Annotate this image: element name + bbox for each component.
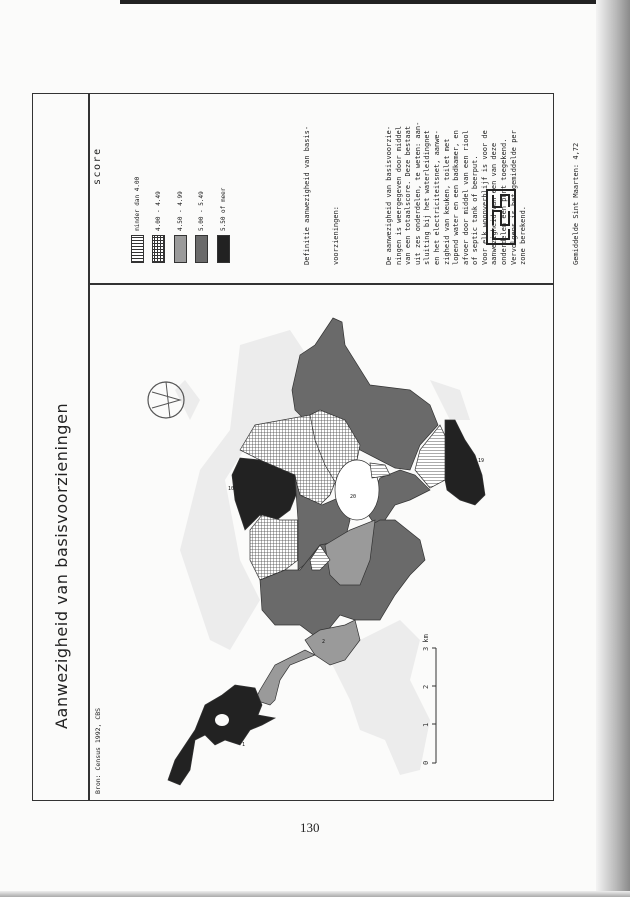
text-line: en het electriciteitsnet, aanwe- [432, 130, 441, 265]
zone-1 [168, 685, 275, 785]
text-line: De aanwezigheid van basisvoorzie- [384, 125, 393, 265]
zone-label: 19 [478, 458, 485, 464]
average-score: Gemiddelde Sint Maarten: 4,72 [572, 142, 581, 265]
scale-label: 0 [422, 760, 430, 765]
legend-label: 5.50 of meer [219, 187, 227, 231]
text-line: zigheid van keuken, toilet met [442, 138, 451, 265]
legend-heading: score [92, 147, 103, 185]
map-title: Aanwezigheid van basisvoorzieningen [52, 402, 71, 729]
legend-label: minder dan 4.00 [133, 176, 141, 231]
zone-label: 2 [322, 639, 326, 645]
legend-label: 5.00 - 5.49 [197, 191, 205, 231]
text-line: sluiting bij het waterleidingnet [423, 130, 432, 265]
scale-label: 2 [422, 684, 430, 689]
zone [255, 650, 315, 705]
text-line: ningen is weergegeven door middel [394, 125, 403, 265]
text-line: afvoer door middel van een riool [461, 130, 470, 265]
text-line: aanwezigheid van een van deze [490, 142, 499, 265]
scale-label: 3 km [422, 634, 430, 651]
text-line: lopend water en een badkamer, en [452, 130, 461, 265]
text-line: zone berekend. [519, 205, 528, 265]
page-number: 130 [300, 820, 320, 835]
source-band [88, 283, 118, 802]
scale-label: 1 [422, 722, 430, 727]
zone-label: 20 [350, 494, 357, 500]
map-hole [215, 714, 229, 726]
text-line: onderdelen een punt toegekend. [500, 138, 509, 265]
text-line: van een totaalscore. Deze bestaat [404, 125, 413, 265]
text-line: of septic tank of beerput. [471, 155, 480, 265]
text-line: Definitie aanwezigheid van basis- [303, 125, 312, 265]
legend-label: 4.50 - 4.99 [176, 191, 184, 231]
north-arrow-pointer [152, 382, 180, 418]
text-line: uit zes onderdelen, te weten: aan- [413, 121, 422, 265]
zone [370, 463, 390, 478]
text-line: Voor elk woonverblijf is voor de [480, 130, 489, 265]
zone-label: 1 [242, 742, 246, 748]
text-line: Vervolgens is het gemiddelde per [509, 130, 518, 265]
source-note: Bron: Census 1992, CBS [94, 707, 102, 794]
text-line: voorzieningen: [331, 205, 340, 265]
legend-label: 4.00 - 4.49 [154, 191, 162, 231]
zone-label: 10 [228, 486, 235, 492]
